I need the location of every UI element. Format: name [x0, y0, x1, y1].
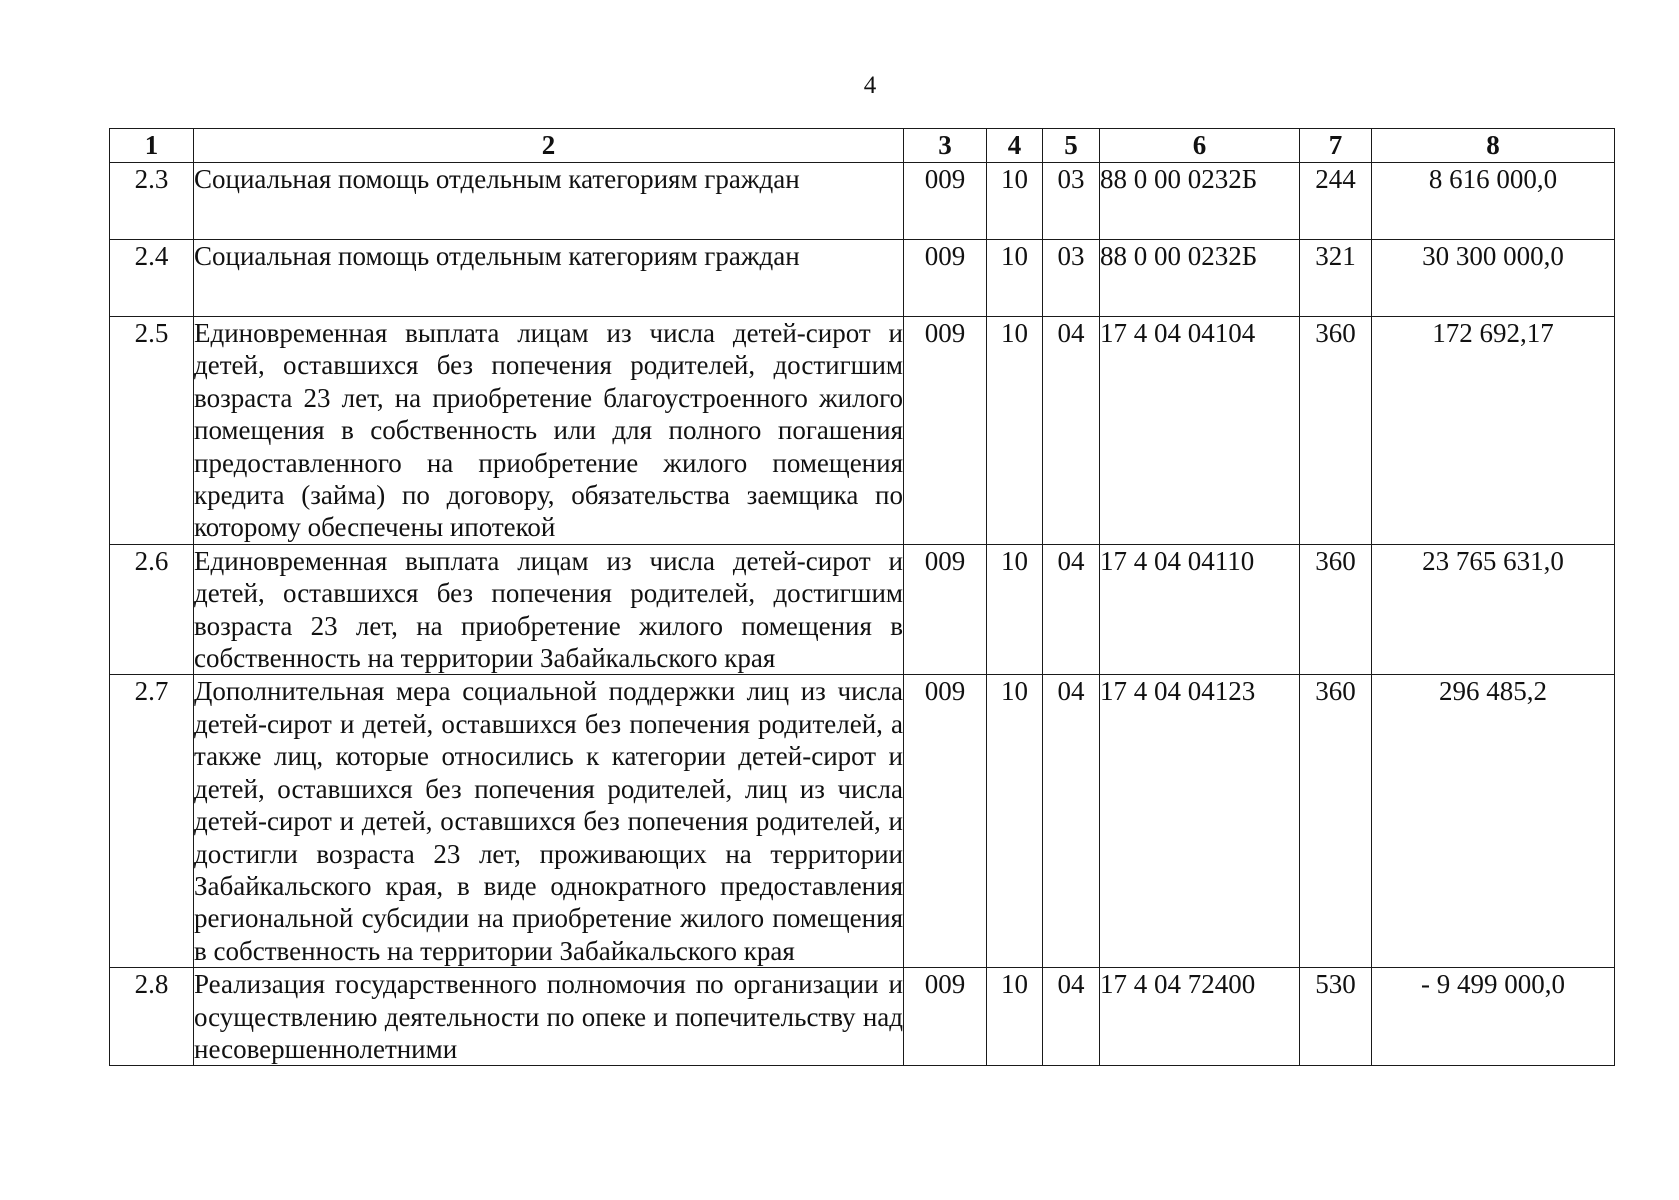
- column-header: 1: [110, 129, 194, 163]
- table-row: [110, 163, 1615, 240]
- table-header-row: [110, 129, 1615, 163]
- cell-col6: 88 0 00 0232Б: [1100, 163, 1300, 240]
- row-description: Реализация государственного полномочия по организации и осуществлению деятельности по опеке и попечительству над несовершеннолетними: [194, 969, 903, 1064]
- cell-col5: 04: [1043, 968, 1100, 1066]
- cell-col7: 360: [1300, 544, 1372, 675]
- row-description: Дополнительная мера социальной поддержки лиц из числа детей-сирот и детей, оставшихся без попечения родителей, а также лиц, которые относились к категории детей-сирот и детей, оставшихся без попечения родителей, лиц из числа детей-сирот и детей, оставшихся без попечения родителей, и достигли возраста 23 лет, проживающих на территории Забайкальского края, в виде однократного предоставления региональной субсидии на приобретение жилого помещения в собственность на территории Забайкальского края: [194, 676, 903, 966]
- table-row: [110, 240, 1615, 317]
- cell-col8: - 9 499 000,0: [1372, 968, 1615, 1066]
- cell-col4: 10: [987, 968, 1043, 1066]
- cell-col8: 23 765 631,0: [1372, 544, 1615, 675]
- table-row: [110, 968, 1615, 1066]
- cell-col6: 17 4 04 04110: [1100, 544, 1300, 675]
- cell-col8: 296 485,2: [1372, 675, 1615, 968]
- cell-col3: 009: [904, 544, 987, 675]
- cell-col3: 009: [904, 968, 987, 1066]
- page-number: 4: [863, 72, 877, 99]
- cell-col5: 03: [1043, 163, 1100, 240]
- row-number: 2.3: [110, 163, 194, 240]
- table-row: [110, 675, 1615, 968]
- cell-col3: 009: [904, 675, 987, 968]
- row-number: 2.7: [110, 675, 194, 968]
- cell-col7: 530: [1300, 968, 1372, 1066]
- row-description: Единовременная выплата лицам из числа детей-сирот и детей, оставшихся без попечения родителей, достигшим возраста 23 лет, на приобретение благоустроенного жилого помещения в собственность или для полного погашения предоставленного на приобретение жилого помещения кредита (займа) по договору, обязательства заемщика по которому обеспечены ипотекой: [194, 318, 903, 543]
- column-header: 8: [1372, 129, 1615, 163]
- column-header: 6: [1100, 129, 1300, 163]
- cell-col7: 321: [1300, 240, 1372, 317]
- cell-col4: 10: [987, 544, 1043, 675]
- table-row: [110, 544, 1615, 675]
- column-header: 7: [1300, 129, 1372, 163]
- row-description: Социальная помощь отдельным категориям граждан: [194, 163, 904, 240]
- cell-col7: 244: [1300, 163, 1372, 240]
- table-row: [110, 317, 1615, 545]
- column-header: 4: [987, 129, 1043, 163]
- cell-col4: 10: [987, 163, 1043, 240]
- cell-col5: 04: [1043, 317, 1100, 545]
- cell-col5: 04: [1043, 675, 1100, 968]
- row-number: 2.4: [110, 240, 194, 317]
- cell-col3: 009: [904, 317, 987, 545]
- row-number: 2.5: [110, 317, 194, 545]
- cell-col6: 17 4 04 72400: [1100, 968, 1300, 1066]
- cell-col8: 172 692,17: [1372, 317, 1615, 545]
- cell-col8: 8 616 000,0: [1372, 163, 1615, 240]
- cell-col6: 17 4 04 04123: [1100, 675, 1300, 968]
- cell-col5: 03: [1043, 240, 1100, 317]
- column-header: 3: [904, 129, 987, 163]
- cell-col7: 360: [1300, 675, 1372, 968]
- cell-col5: 04: [1043, 544, 1100, 675]
- row-number: 2.8: [110, 968, 194, 1066]
- row-description: Единовременная выплата лицам из числа детей-сирот и детей, оставшихся без попечения родителей, достигшим возраста 23 лет, на приобретение жилого помещения в собственность на территории Забайкальского края: [194, 545, 903, 674]
- cell-col6: 17 4 04 04104: [1100, 317, 1300, 545]
- cell-col8: 30 300 000,0: [1372, 240, 1615, 317]
- cell-col6: 88 0 00 0232Б: [1100, 240, 1300, 317]
- row-number: 2.6: [110, 544, 194, 675]
- budget-table: [109, 128, 1615, 1066]
- row-description: Социальная помощь отдельным категориям граждан: [194, 240, 904, 317]
- cell-col3: 009: [904, 240, 987, 317]
- cell-col7: 360: [1300, 317, 1372, 545]
- cell-col4: 10: [987, 317, 1043, 545]
- column-header: 2: [194, 129, 904, 163]
- column-header: 5: [1043, 129, 1100, 163]
- cell-col4: 10: [987, 675, 1043, 968]
- cell-col4: 10: [987, 240, 1043, 317]
- cell-col3: 009: [904, 163, 987, 240]
